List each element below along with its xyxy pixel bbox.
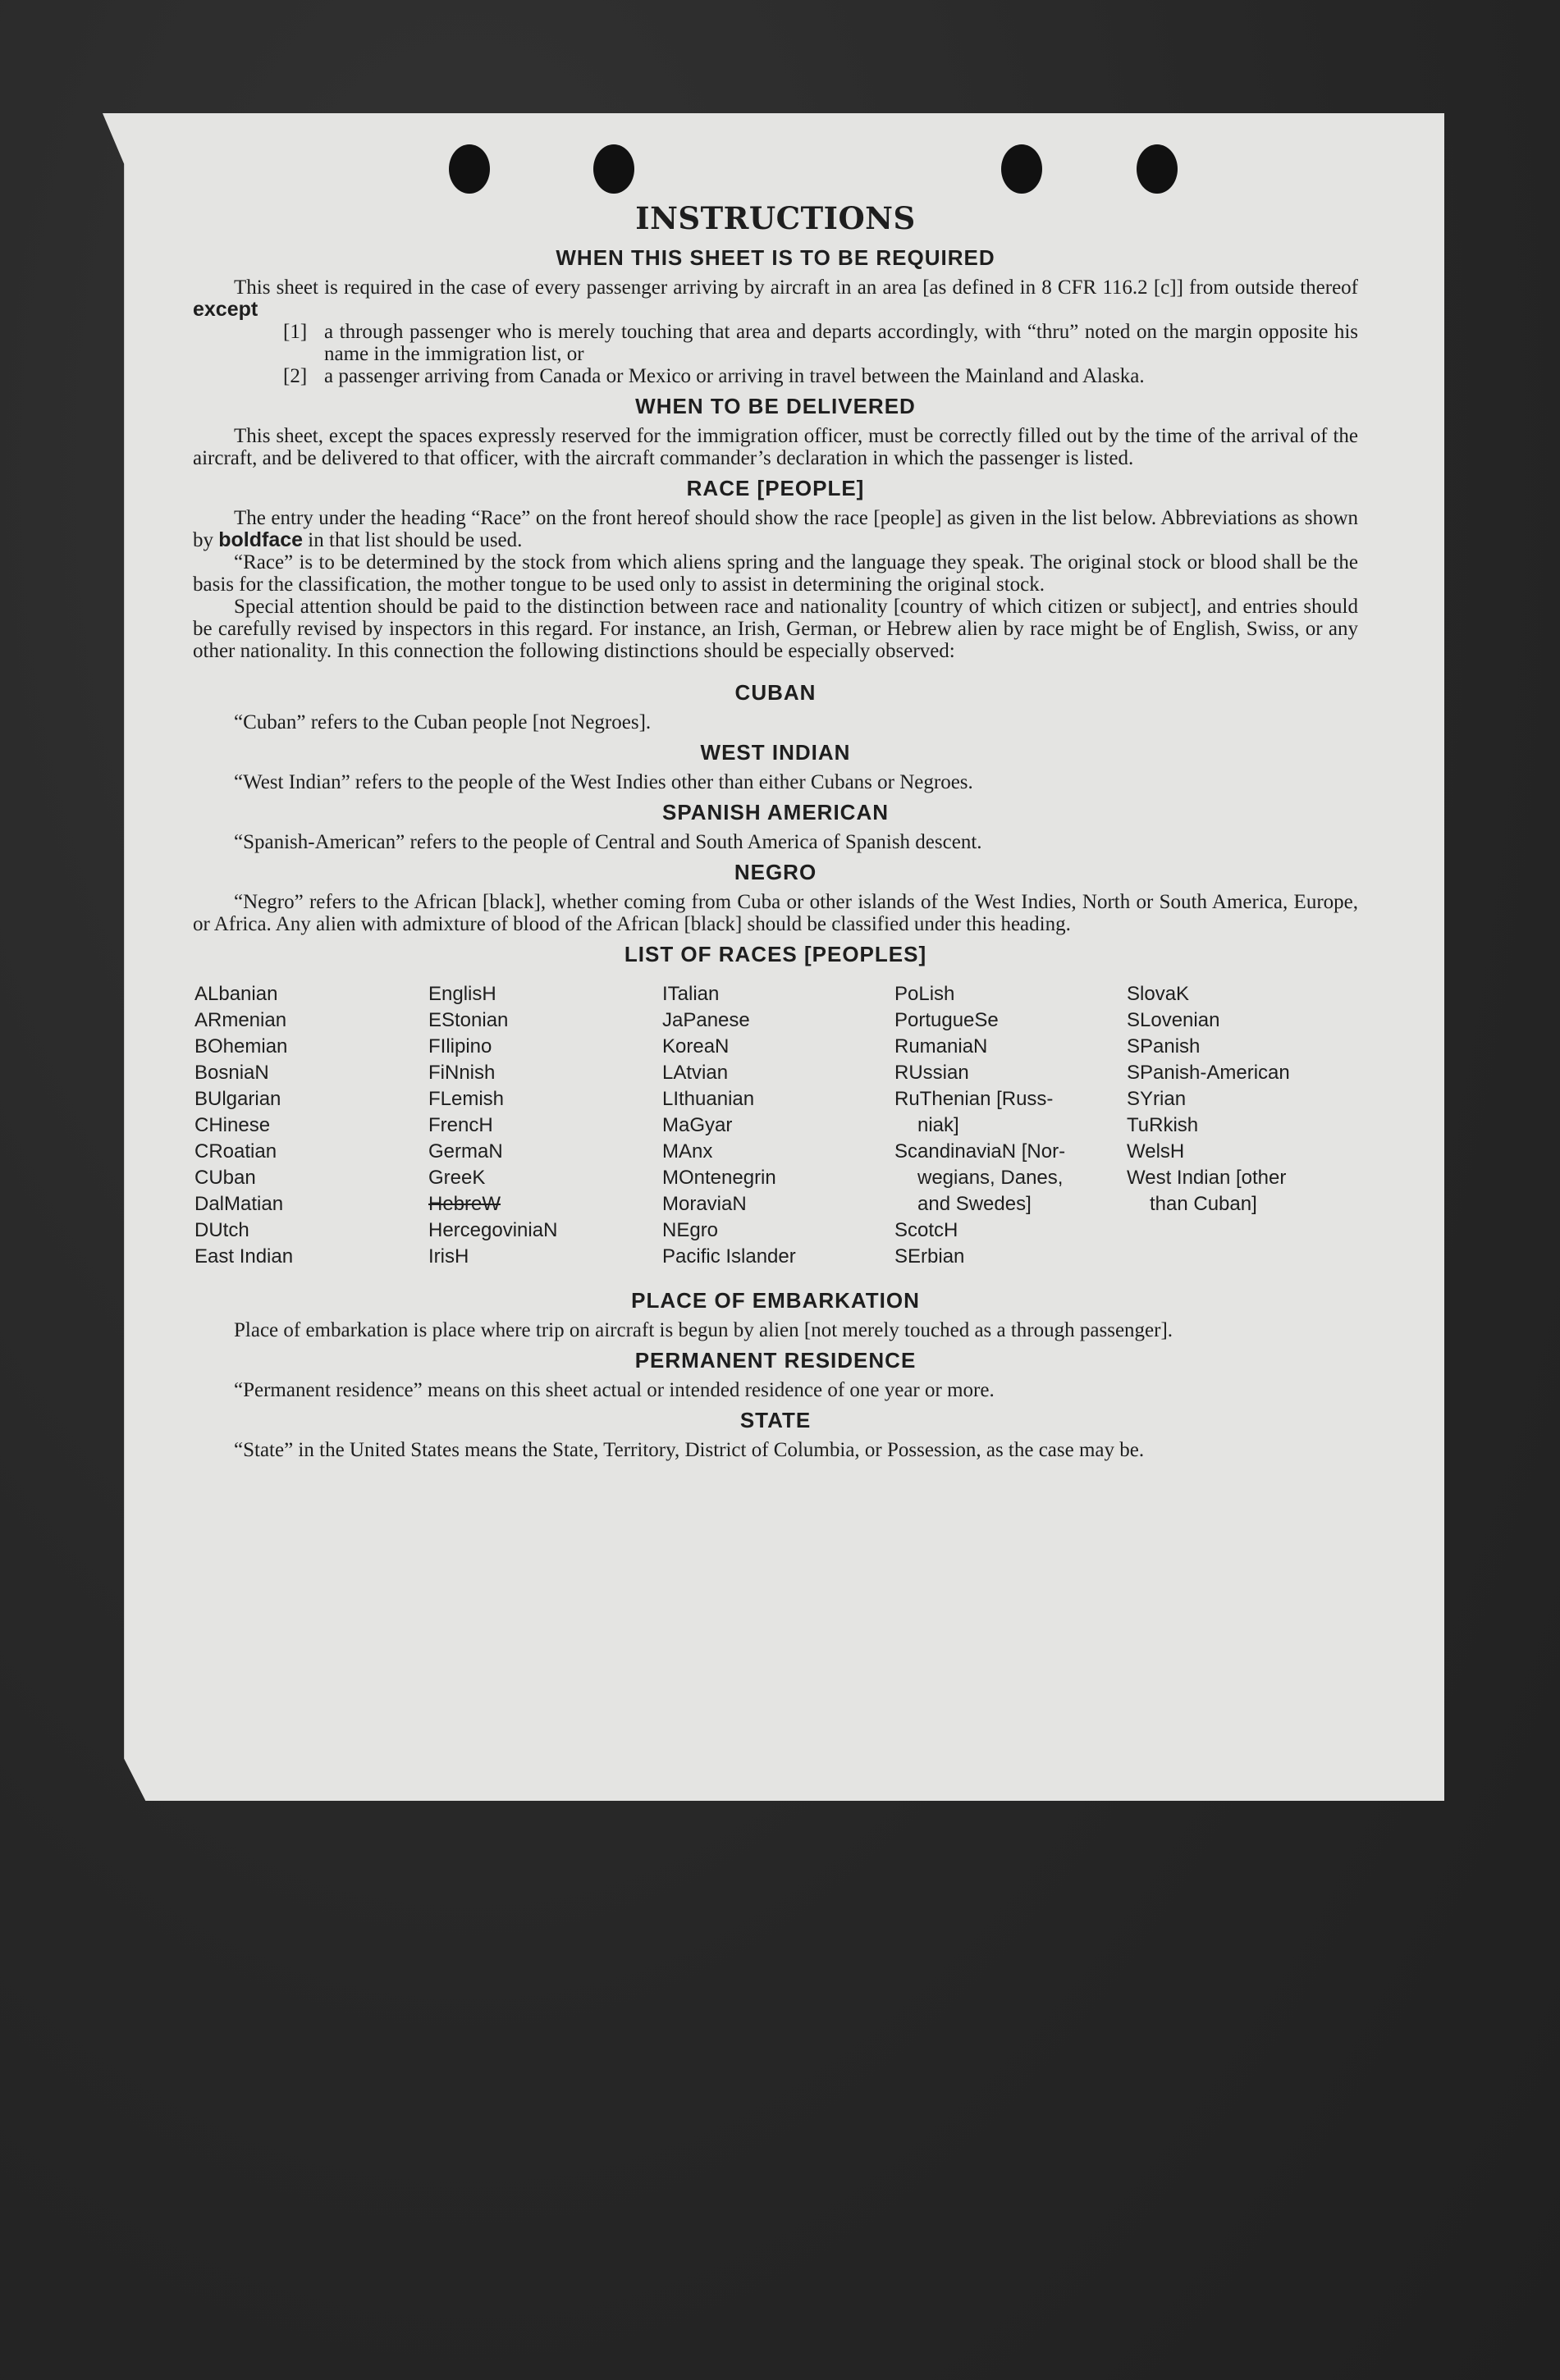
- race-entry: MAnx: [662, 1140, 713, 1163]
- list-item: [2] a passenger arriving from Canada or Mexico or arriving in travel between the Mainland and Alaska.: [283, 365, 1145, 387]
- race-entry: ScandinaviaN [Nor-: [894, 1140, 1066, 1163]
- race-paragraph-1: The entry under the heading “Race” on the front hereof should show the race [people] as given in the list below. Abbreviations as shown by boldface in that list should be used.: [193, 507, 1358, 551]
- race-entry: KoreaN: [662, 1035, 730, 1058]
- race-entry: CUban: [194, 1167, 256, 1189]
- punch-hole-icon: [593, 144, 634, 194]
- race-entry: GreeK: [428, 1167, 486, 1189]
- residence-text: “Permanent residence” means on this sheet actual or intended residence of one year or more.: [234, 1379, 995, 1401]
- race-entry: SErbian: [894, 1245, 965, 1268]
- page-title: INSTRUCTIONS: [635, 200, 916, 236]
- race-entry: BosniaN: [194, 1062, 269, 1084]
- races-column: [662, 981, 894, 1270]
- race-entry: DUtch: [194, 1219, 249, 1241]
- races-table: [194, 981, 1358, 1270]
- race-entry: SYrian: [1127, 1088, 1187, 1110]
- section-heading-list-of-races: LIST OF RACES [PEOPLES]: [624, 942, 927, 966]
- race-entry: GermaN: [428, 1140, 503, 1163]
- race-entry: EnglisH: [428, 983, 496, 1005]
- race-entry-continued: niak]: [917, 1114, 959, 1136]
- spanish-american-text: “Spanish-American” refers to the people of Central and South America of Spanish descent.: [234, 831, 982, 853]
- section-heading-residence: PERMANENT RESIDENCE: [634, 1348, 917, 1373]
- race-entry: SlovaK: [1127, 983, 1190, 1005]
- race-entry: SPanish: [1127, 1035, 1201, 1058]
- required-intro: This sheet is required in the case of every passenger arriving by aircraft in an area [as defined in 8 CFR 116.2 [c]] from outside thereof except: [193, 276, 1358, 321]
- race-entry: ALbanian: [194, 983, 278, 1005]
- section-heading-required: WHEN THIS SHEET IS TO BE REQUIRED: [556, 245, 995, 270]
- race-entry: ITalian: [662, 983, 720, 1005]
- race-entry: FiNnish: [428, 1062, 496, 1084]
- race-entry: LIthuanian: [662, 1088, 755, 1110]
- state-text: “State” in the United States means the State, Territory, District of Columbia, or Possession, as the case may be.: [234, 1439, 1145, 1461]
- race-entry: RuThenian [Russ-: [894, 1088, 1054, 1110]
- section-heading-spanish-american: SPANISH AMERICAN: [661, 800, 889, 825]
- race-entry-continued: wegians, Danes,: [917, 1167, 1064, 1189]
- race-entry: EStonian: [428, 1009, 509, 1031]
- races-column: [428, 981, 662, 1270]
- race-entry: TuRkish: [1127, 1114, 1199, 1136]
- race-entry: MaGyar: [662, 1114, 733, 1136]
- section-heading-delivered: WHEN TO BE DELIVERED: [635, 394, 916, 418]
- race-entry: BOhemian: [194, 1035, 288, 1058]
- punch-hole-icon: [449, 144, 490, 194]
- punch-hole-icon: [1137, 144, 1178, 194]
- race-entry: FIlipino: [428, 1035, 492, 1058]
- race-paragraph-3: Special attention should be paid to the distinction between race and nationality [country of which citizen or subject], and entries should be carefully revised by inspectors in this regard. For instance, an Irish, German, or Hebrew alien by race might be of English, Swiss, or any other nationality. In this connection the following distinctions should be especially observed:: [193, 596, 1358, 662]
- race-entry: FLemish: [428, 1088, 505, 1110]
- race-entry: NEgro: [662, 1219, 719, 1241]
- races-column: [1127, 981, 1361, 1270]
- section-heading-negro: NEGRO: [734, 860, 817, 884]
- race-entry: MOntenegrin: [662, 1167, 776, 1189]
- race-entry-continued: than Cuban]: [1150, 1193, 1257, 1215]
- race-entry: SLovenian: [1127, 1009, 1220, 1031]
- race-entry: SPanish-American: [1127, 1062, 1290, 1084]
- race-entry: JaPanese: [662, 1009, 750, 1031]
- negro-text: “Negro” refers to the African [black], whether coming from Cuba or other islands of the West Indies, North or South America, Europe, or Africa. Any alien with admixture of blood of the African [black] should be classified under this heading.: [193, 891, 1358, 935]
- section-heading-race: RACE [PEOPLE]: [686, 476, 865, 500]
- race-entry-struck: HebreW: [428, 1193, 501, 1215]
- races-column: [194, 981, 428, 1270]
- list-item: [1] a through passenger who is merely touching that area and departs accordingly, with “thru” noted on the margin opposite his name in the immigration list, or: [283, 321, 1358, 365]
- punch-hole-icon: [1001, 144, 1042, 194]
- race-entry: WelsH: [1127, 1140, 1185, 1163]
- race-entry: Pacific Islander: [662, 1245, 796, 1268]
- section-heading-state: STATE: [739, 1408, 812, 1432]
- race-entry: ARmenian: [194, 1009, 287, 1031]
- embarkation-text: Place of embarkation is place where trip on aircraft is begun by alien [not merely touched as a through passenger].: [234, 1319, 1173, 1341]
- race-entry: West Indian [other: [1127, 1167, 1287, 1189]
- west-indian-text: “West Indian” refers to the people of the West Indies other than either Cubans or Negroes.: [234, 771, 973, 793]
- race-entry: PortugueSe: [894, 1009, 999, 1031]
- cuban-text: “Cuban” refers to the Cuban people [not Negroes].: [234, 711, 652, 733]
- race-paragraph-2: “Race” is to be determined by the stock from which aliens spring and the language they speak. The original stock or blood shall be the basis for the classification, the mother tongue to be used only to assist in determining the original stock.: [193, 551, 1358, 596]
- race-entry: IrisH: [428, 1245, 469, 1268]
- delivered-text: This sheet, except the spaces expressly reserved for the immigration officer, must be correctly filled out by the time of the arrival of the aircraft, and be delivered to that officer, with the aircraft commander’s declaration in which the passenger is listed.: [193, 425, 1358, 469]
- race-entry: RUssian: [894, 1062, 969, 1084]
- race-entry: BUlgarian: [194, 1088, 281, 1110]
- race-entry: ScotcH: [894, 1219, 958, 1241]
- race-entry: PoLish: [894, 983, 955, 1005]
- race-entry: MoraviaN: [662, 1193, 747, 1215]
- race-entry: LAtvian: [662, 1062, 729, 1084]
- races-column: [894, 981, 1127, 1270]
- race-entry: East Indian: [194, 1245, 294, 1268]
- race-entry: RumaniaN: [894, 1035, 988, 1058]
- race-entry: CRoatian: [194, 1140, 277, 1163]
- race-entry: FrencH: [428, 1114, 493, 1136]
- race-entry: DalMatian: [194, 1193, 284, 1215]
- race-entry: CHinese: [194, 1114, 271, 1136]
- section-heading-embarkation: PLACE OF EMBARKATION: [631, 1288, 920, 1313]
- section-heading-west-indian: WEST INDIAN: [700, 740, 851, 765]
- race-entry-continued: and Swedes]: [917, 1193, 1032, 1215]
- instructions-content: [193, 201, 1358, 1461]
- section-heading-cuban: CUBAN: [734, 680, 817, 705]
- race-entry: HercegoviniaN: [428, 1219, 558, 1241]
